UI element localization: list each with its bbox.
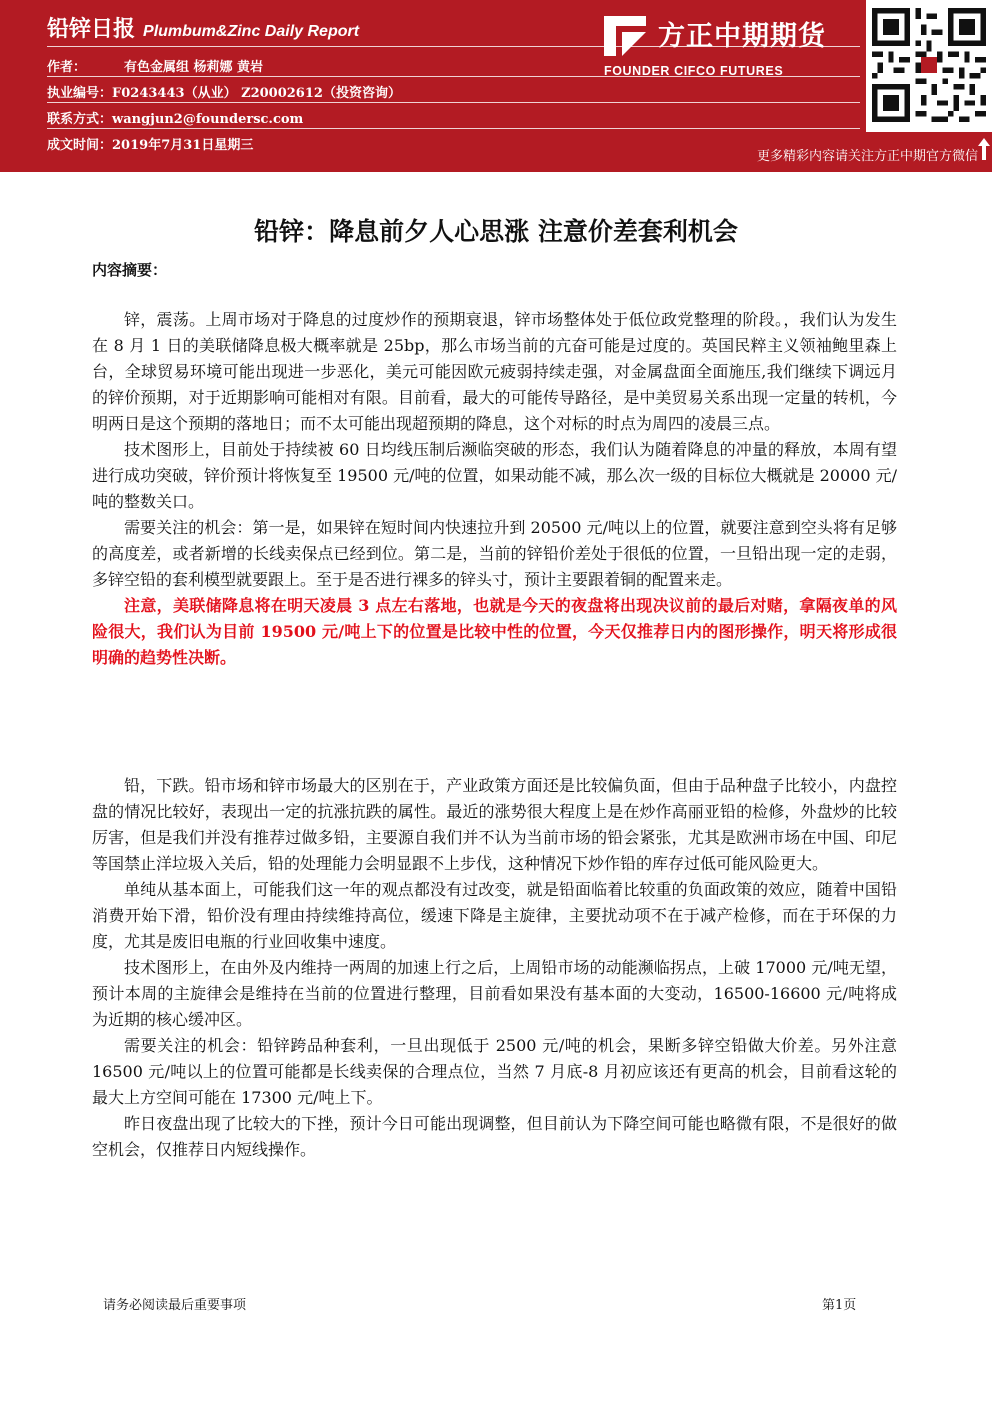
contact-label: 联系方式： <box>47 112 113 127</box>
highlighted-warning-paragraph: 注意，美联储降息将在明天凌晨 3 点左右落地，也就是今天的夜盘将出现决议前的最后对赌，拿隔夜单的风险很大，我们认为目前 19500 元/吨上下的位置是比较中性的位置，今天仅推荐日内的图形操作，明天将形成很明确的趋势性决断。 <box>92 596 897 667</box>
logo-name-en: FOUNDER CIFCO FUTURES <box>604 64 784 78</box>
contact-email[interactable]: wangjun2@foundersc.com <box>112 112 304 127</box>
body-paragraph: 技术图形上，在由外及内维持一两周的加速上行之后，上周铅市场的动能濒临拐点，上破 17000 元/吨无望，预计本周的主旋律会是维持在当前的位置进行整理，目前看如果没有基本面的大变动，16500-16600 元/吨将成为近期的核心缓冲区。 <box>92 958 897 1029</box>
author-line <box>47 56 263 75</box>
date-label: 成文时间： <box>47 138 113 153</box>
body-paragraph: 需要关注的机会：铅锌跨品种套利，一旦出现低于 2500 元/吨的机会，果断多锌空铅做大价差。另外注意 16500 元/吨以上的位置可能都是长线卖保的合理点位，当然 7 月底-8 月初应该还有更高的机会，目前看这轮的最大上方空间可能在 17300 元/吨上下。 <box>92 1036 897 1107</box>
date-line <box>47 134 253 153</box>
license-label: 执业编号： <box>47 86 113 101</box>
arrow-up-icon <box>978 138 990 160</box>
document-title: 铅锌：降息前夕人心思涨 注意价差套利机会 <box>254 217 738 246</box>
company-logo <box>600 12 855 78</box>
license-value: F0243443（从业） Z20002612（投资咨询） <box>112 86 401 101</box>
header-divider <box>47 128 860 129</box>
license-line <box>47 82 401 101</box>
wechat-qr-code <box>866 0 992 132</box>
abstract-label: 内容摘要： <box>92 261 168 279</box>
qr-code-icon <box>872 4 986 126</box>
report-header-banner <box>0 0 992 172</box>
body-paragraph: 技术图形上，目前处于持续被 60 日均线压制后濒临突破的形态，我们认为随着降息的冲量的释放，本周有望进行成功突破，锌价预计将恢复至 19500 元/吨的位置，如果动能不减，那么次一级的目标位大概就是 20000 元/吨的整数关口。 <box>92 440 897 511</box>
date-value: 2019年7月31日星期三 <box>112 138 254 153</box>
body-paragraph: 锌，震荡。上周市场对于降息的过度炒作的预期衰退，锌市场整体处于低位政党整理的阶段。，我们认为发生在 8 月 1 日的美联储降息极大概率就是 25bp，那么市场当前的亢奋可能是过度的。英国民粹主义领袖鲍里森上台，全球贸易环境可能出现进一步恶化，美元可能因欧元疲弱持续走强，对金属盘面全面施压,我们继续下调远月的锌价预期，对于近期影响可能相对有限。目前看，最大的可能传导路径，是中美贸易关系出现一定量的转机，今明两日是这个预期的落地日；而不太可能出现超预期的降息，这个对标的时点为周四的凌晨三点。 <box>92 310 897 433</box>
report-name-cn: 铅锌日报 <box>47 17 136 42</box>
report-title-banner <box>47 12 359 43</box>
contact-line <box>47 108 303 127</box>
founder-logo-icon <box>600 12 650 60</box>
report-name-en: Plumbum&Zinc Daily Report <box>143 23 360 40</box>
body-paragraph: 昨日夜盘出现了比较大的下挫，预计今日可能出现调整，但目前认为下降空间可能也略微有限，不是很好的做空机会，仅推荐日内短线操作。 <box>92 1114 897 1159</box>
author-value: 有色金属组 杨莉娜 黄岩 <box>124 60 264 75</box>
page-number: 第1页 <box>822 1298 857 1313</box>
body-paragraph: 铅，下跌。铅市场和锌市场最大的区别在于，产业政策方面还是比较偏负面，但由于品种盘子比较小，内盘控盘的情况比较好，表现出一定的抗涨抗跌的属性。最近的涨势很大程度上是在炒作高丽亚铅的检修，外盘炒的比较厉害，但是我们并没有推荐过做多铅，主要源自我们并不认为当前市场的铅会紧张，尤其是欧洲市场在中国、印尼等国禁止洋垃圾入关后，铅的处理能力会明显跟不上步伐，这种情况下炒作铅的库存过低可能风险更大。 <box>92 776 897 873</box>
zinc-section <box>92 307 897 671</box>
footer-notice: 请务必阅读最后重要事项 <box>103 1298 247 1313</box>
body-paragraph: 需要关注的机会：第一是，如果锌在短时间内快速拉升到 20500 元/吨以上的位置，就要注意到空头将有足够的高度差，或者新增的长线卖保点已经到位。第二是，当前的锌铅价差处于很低的位置，一旦铅出现一定的走弱，多锌空铅的套利模型就要跟上。至于是否进行裸多的锌头寸，预计主要跟着铜的配置来走。 <box>92 518 897 589</box>
lead-section <box>92 773 897 1163</box>
body-paragraph: 单纯从基本面上，可能我们这一年的观点都没有过改变，就是铅面临着比较重的负面政策的效应，随着中国铅消费开始下滑，铅价没有理由持续维持高位，缓速下降是主旋律，主要扰动项不在于减产检修，而在于环保的力度，尤其是废旧电瓶的行业回收集中速度。 <box>92 880 897 951</box>
follow-wechat-text: 更多精彩内容请关注方正中期官方微信 <box>756 149 978 164</box>
logo-name-cn: 方正中期期货 <box>658 21 826 52</box>
header-divider <box>47 102 860 103</box>
author-label: 作者： <box>47 60 87 75</box>
